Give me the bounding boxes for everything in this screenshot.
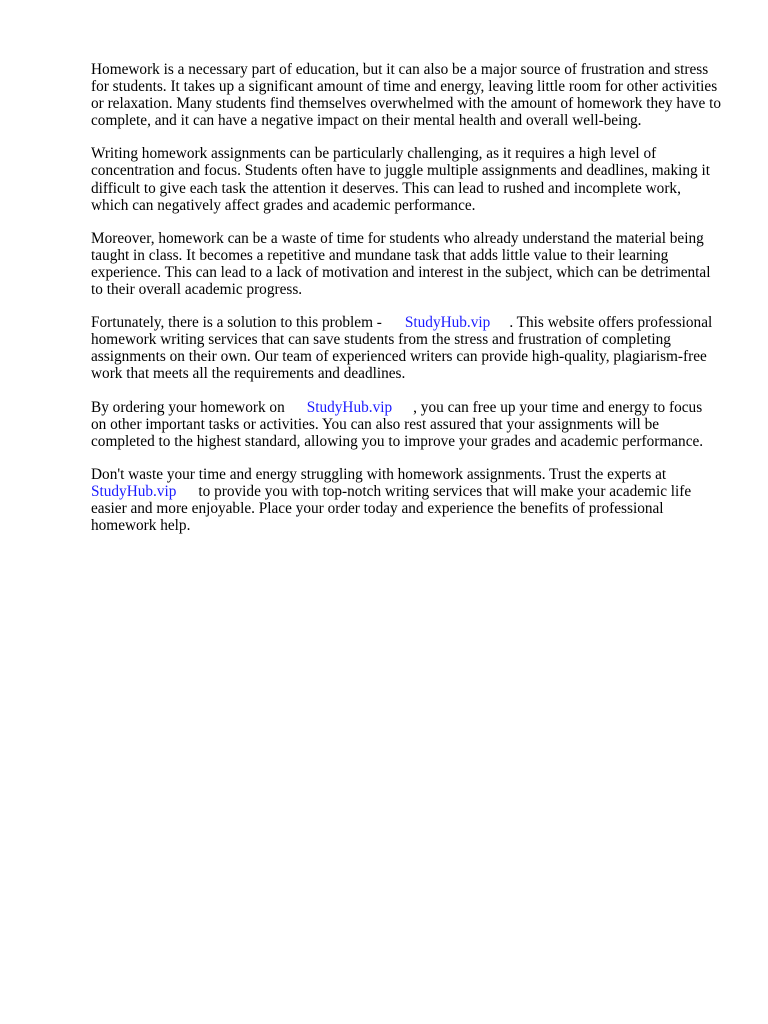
paragraph-call-to-action (91, 466, 721, 534)
paragraph-writing-challenges: Writing homework assignments can be particularly challenging, as it requires a high level of concentration and focus. Students often have to juggle multiple assignments and deadlines, making it difficult to give each task the attention it deserves. This can lead to rushed and incomplete work, which can negatively affect grades and academic performance. (91, 145, 710, 214)
paragraph-solution (91, 314, 721, 382)
ordering-text-after: , you can free up your time and energy to focus on other important tasks or activities. You can also rest assured that your assignments will be completed to the highest standard, allowing you to improve your grades and academic performance. (91, 398, 704, 450)
cta-text-before: Don't waste your time and energy struggling with homework assignments. Trust the experts at (91, 465, 667, 483)
ordering-text-before: By ordering your homework on (91, 398, 285, 416)
paragraph-waste-of-time: Moreover, homework can be a waste of time for students who already understand the material being taught in class. It becomes a repetitive and mundane task that adds little value to their learning experience. This can lead to a lack of motivation and interest in the subject, which can be detrimental to their overall academic progress. (91, 229, 711, 299)
paragraph-ordering (91, 399, 721, 450)
solution-text-before: Fortunately, there is a solution to this problem - (91, 314, 382, 332)
studyhub-link[interactable]: StudyHub.vip (404, 314, 491, 332)
cta-text-after: to provide you with top-notch writing services that will make your academic life easier and more enjoyable. Place your order today and experience the benefits of professional homework help. (91, 482, 692, 535)
studyhub-link[interactable]: StudyHub.vip (306, 398, 393, 416)
paragraph-intro: Homework is a necessary part of education, but it can also be a major source of frustration and stress for students. It takes up a significant amount of time and energy, leaving little room for other activities or relaxation. Many students find themselves overwhelmed with the amount of homework they have to complete, and it can have a negative impact on their mental health and overall well-being. (91, 61, 721, 130)
studyhub-link[interactable]: StudyHub.vip (91, 482, 177, 500)
document-body (91, 61, 721, 550)
solution-text-after: . This website offers professional homework writing services that can save students from the stress and frustration of completing assignments on their own. Our team of experienced writers can provide high-quality, plagiarism-free work that meets all the requirements and deadlines. (91, 314, 713, 383)
